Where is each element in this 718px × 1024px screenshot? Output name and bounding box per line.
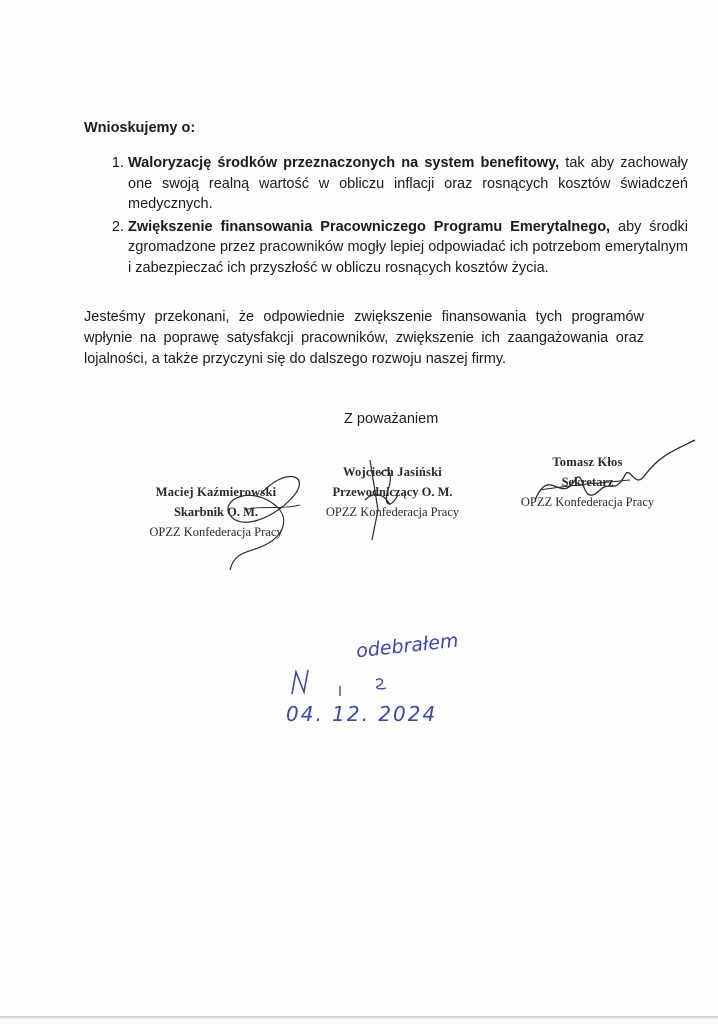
signature-block-chairman: [305, 462, 480, 522]
scan-edge: [0, 1016, 718, 1019]
handwritten-date: 04. 12. 2024: [286, 702, 438, 726]
request-item-text: tak aby zachowały one swoją realną wartość w obliczu inflacji oraz rosnących kosztów świadczeń medycznych.: [128, 155, 689, 212]
signatory-role: Sekretarz: [561, 475, 614, 489]
request-item: [128, 153, 688, 215]
signatory-organization: OPZZ Konfederacja Pracy: [149, 525, 283, 539]
handwritten-received-note: odebrałem: [355, 629, 460, 663]
signatory-name: Maciej Kaźmierowski: [155, 485, 277, 499]
closing-paragraph: Jesteśmy przekonani, że odpowiednie zwiększenie finansowania tych programów wpłynie na poprawę satysfakcji pracowników, zwiększenie ich zaangażowania oraz lojalności, a także przyczyni się do dalszego rozwoju naszej firmy.: [84, 309, 644, 367]
signatory-name: Tomasz Kłos: [552, 455, 623, 469]
handwritten-initials: [288, 668, 398, 698]
request-item-text: aby środki zgromadzone przez pracowników mogły lepiej odpowiadać ich potrzebom emerytalnym i zabezpieczać ich przyszłość w obliczu rosnących kosztów życia.: [128, 218, 688, 276]
request-list: [84, 153, 688, 280]
request-heading: Wnioskujemy o:: [84, 120, 196, 136]
signature-block-secretary: [505, 452, 670, 512]
signatory-organization: OPZZ Konfederacja Pracy: [520, 495, 655, 509]
signatory-organization: OPZZ Konfederacja Pracy: [325, 505, 460, 519]
regards-line: Z poważaniem: [344, 411, 439, 427]
signatory-role: Przewodniczący O. M.: [332, 485, 453, 499]
request-item-bold: Waloryzację środków przeznaczonych na system benefitowy,: [128, 155, 560, 171]
signatory-name: Wojciech Jasiński: [343, 465, 442, 479]
request-item: [128, 217, 688, 279]
signatory-role: Skarbnik O. M.: [173, 505, 259, 519]
request-item-bold: Zwiększenie finansowania Pracowniczego Programu Emerytalnego,: [128, 218, 611, 235]
signature-block-treasurer: [126, 482, 306, 542]
